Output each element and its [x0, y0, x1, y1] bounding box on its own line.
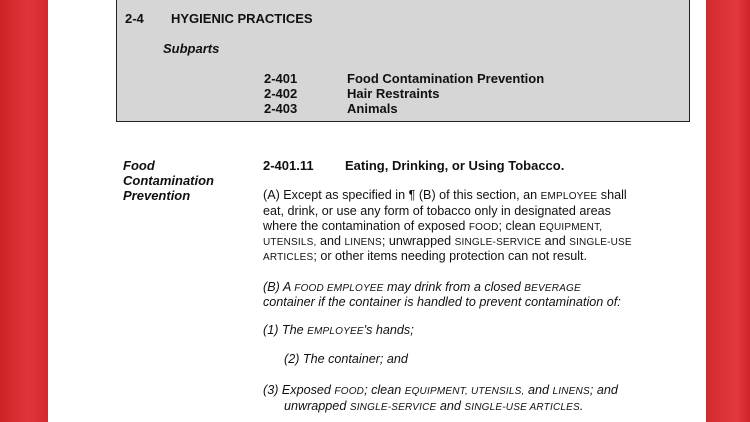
text-run: ; clean — [364, 383, 405, 397]
defined-term: SINGLE-USE — [569, 237, 632, 248]
text-run: (3) Exposed — [263, 383, 335, 397]
defined-term: FOOD — [468, 222, 499, 233]
defined-term: SINGLE-SERVICE — [349, 402, 437, 413]
list-item-continuation — [284, 399, 583, 416]
list-item — [263, 323, 414, 340]
defined-term: FOOD — [334, 386, 365, 397]
subpart-code: 2-402 — [264, 86, 298, 101]
text-run: (1) The — [263, 323, 308, 337]
defined-term: FOOD EMPLOYEE — [294, 283, 384, 294]
subpart-code: 2-403 — [264, 101, 298, 116]
chapter-header-box — [116, 0, 690, 122]
subpart-code: 2-401 — [264, 71, 298, 86]
text-run: 's hands; — [363, 323, 414, 337]
text-run: ; clean — [498, 219, 540, 233]
section-number: 2-401.11 — [263, 158, 314, 173]
right-red-border — [706, 0, 750, 422]
margin-label-line: Prevention — [123, 188, 191, 203]
text-run: . — [579, 399, 584, 413]
section-title: Eating, Drinking, or Using Tobacco. — [345, 158, 565, 173]
text-run: and — [541, 234, 570, 248]
list-item: (2) The container; and — [284, 352, 408, 366]
chapter-title: HYGIENIC PRACTICES — [171, 11, 313, 26]
margin-label-line: Contamination — [123, 173, 214, 188]
text-run: may drink from a closed — [383, 280, 525, 294]
text-run: shall — [597, 188, 627, 202]
subparts-label: Subparts — [163, 41, 220, 56]
paragraph-a-line: eat, drink, or use any form of tobacco only in designated areas — [263, 204, 611, 218]
text-run: ; or other items needing protection can not result. — [313, 249, 588, 263]
subpart-name: Food Contamination Prevention — [347, 71, 545, 86]
text-run: and — [436, 399, 465, 413]
paragraph-b-line: container if the container is handled to prevent contamination of: — [263, 295, 621, 309]
margin-label-line: Food — [123, 158, 155, 173]
defined-term: LINENS — [344, 237, 382, 248]
paragraph-a-line — [263, 188, 627, 205]
text-run: ; and — [589, 383, 618, 397]
subpart-name: Hair Restraints — [347, 86, 440, 101]
defined-term: ARTICLES — [263, 252, 314, 263]
defined-term: EQUIPMENT, UTENSILS, — [404, 386, 525, 397]
text-run: unwrapped — [284, 399, 350, 413]
text-run: ; unwrapped — [381, 234, 455, 248]
subpart-name: Animals — [347, 101, 398, 116]
defined-term: LINENS — [552, 386, 590, 397]
chapter-number: 2-4 — [125, 11, 144, 26]
defined-term: EQUIPMENT, — [539, 222, 603, 233]
defined-term: UTENSILS, — [263, 237, 317, 248]
document-page — [48, 0, 706, 422]
paragraph-a-line — [263, 249, 587, 266]
list-item — [263, 383, 618, 400]
text-run: and — [524, 383, 553, 397]
text-run: and — [316, 234, 345, 248]
left-red-border — [0, 0, 48, 422]
text-run: where the contamination of exposed — [263, 219, 469, 233]
defined-term: SINGLE-USE ARTICLES — [464, 402, 580, 413]
defined-term: EMPLOYEE — [307, 326, 364, 337]
defined-term: BEVERAGE — [524, 283, 581, 294]
text-run: (B) A — [263, 280, 295, 294]
text-run: (A) Except as specified in ¶ (B) of this section, an — [263, 188, 541, 202]
defined-term: SINGLE-SERVICE — [454, 237, 542, 248]
defined-term: EMPLOYEE — [540, 191, 598, 202]
